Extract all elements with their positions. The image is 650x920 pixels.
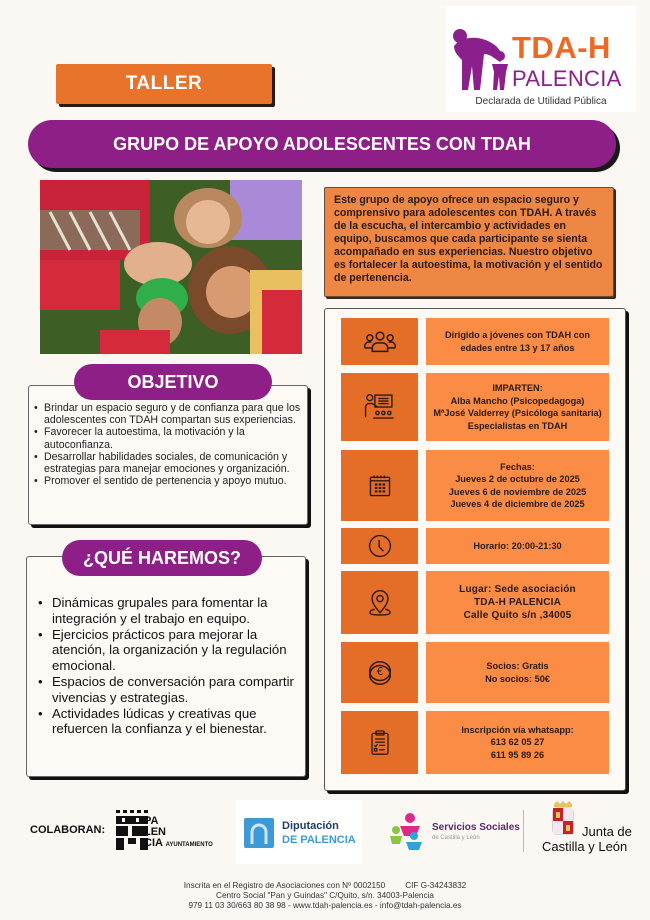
- ayuntamiento-palencia-logo: [114, 808, 224, 854]
- ayuntamiento-text: CIA: [144, 837, 163, 849]
- servicios-sociales-subtext: de Castilla y León: [432, 835, 480, 841]
- description-box: [324, 187, 614, 297]
- tdah-palencia-logo: [446, 6, 636, 112]
- colaboran-label: COLABORAN:: [30, 824, 106, 836]
- diputacion-arch-icon: [244, 818, 274, 848]
- ayuntamiento-text: LEN: [144, 826, 166, 838]
- junta-castilla-leon-logo: [540, 798, 640, 858]
- teacher-icon: [363, 390, 397, 424]
- info-line: No socios: 50€: [485, 673, 550, 684]
- taller-label: TALLER: [125, 73, 203, 94]
- info-row-registration: [341, 711, 609, 774]
- info-line: 611 95 89 26: [490, 749, 545, 760]
- haremos-heading-text: ¿QUÉ HAREMOS?: [82, 547, 241, 568]
- info-line: Dirigido a jóvenes con TDAH con: [445, 330, 590, 340]
- objetivo-list: [34, 402, 306, 487]
- info-text-cell: [426, 571, 609, 634]
- calendar-icon: [367, 473, 393, 499]
- info-line: TDA-H PALENCIA: [473, 597, 562, 608]
- list-item: • Desarrollar habilidades sociales, de comunicación y estrategias para manejar emociones y organización.: [34, 451, 306, 475]
- info-line: Jueves 6 de noviembre de 2025: [448, 486, 587, 497]
- objetivo-heading-text: OBJETIVO: [127, 371, 219, 392]
- diputacion-text: Diputación: [282, 820, 339, 832]
- haremos-list: [38, 595, 304, 737]
- ayuntamiento-subtext: AYUNTAMIENTO: [165, 842, 213, 848]
- info-icon-cell: [341, 318, 418, 365]
- footer-address: Centro Social "Pan y Guindas" C/Quito, s/n. 34003-Palencia: [216, 891, 434, 900]
- info-text-cell: [426, 642, 609, 703]
- info-line: Jueves 4 de diciembre de 2025: [450, 499, 585, 509]
- objetivo-heading: [74, 364, 272, 400]
- info-line: Socios: Gratis: [486, 661, 549, 671]
- page-title-text: GRUPO DE APOYO ADOLESCENTES CON TDAH: [113, 133, 531, 154]
- page-title: [28, 120, 616, 168]
- info-line: Especialistas en TDAH: [467, 420, 568, 431]
- info-row-dates: [341, 450, 609, 521]
- list-item: • Brindar un espacio seguro y de confianza para que los adolescentes con TDAH compartan sus experiencias.: [34, 402, 306, 426]
- info-icon-cell: [341, 711, 418, 774]
- logo-tagline: Declarada de Utilidad Pública: [475, 96, 607, 107]
- description-text: Este grupo de apoyo ofrece un espacio seguro y comprensivo para adolescentes con TDAH. A través de la escucha, el intercambio y actividades en equipo, buscamos que cada participante se sienta acompañado en sus experiencias. Nuestro objetivo es fortalecer la autoestima, la motivación y el sentido de pertenencia.: [334, 194, 603, 284]
- info-row-price: [341, 642, 609, 703]
- info-row-audience: [341, 318, 609, 365]
- info-line: IMPARTEN:: [492, 383, 543, 393]
- footer-registry: Inscrita en el Registro de Asociaciones con Nº 0002150: [183, 881, 386, 890]
- footer: [0, 881, 650, 911]
- info-icon-cell: [341, 528, 418, 564]
- sponsor-divider: [523, 810, 524, 852]
- list-item: • Ejercicios prácticos para mejorar la atención, la organización y la regulación emocional.: [38, 627, 304, 674]
- info-text-cell: [426, 711, 609, 774]
- info-line: Calle Quito s/n ,34005: [463, 610, 572, 621]
- family-figure-icon: [450, 24, 512, 94]
- location-pin-icon: [366, 588, 394, 618]
- junta-subtext: Castilla y León: [542, 839, 628, 854]
- servicios-sociales-logo: [388, 806, 520, 856]
- info-icon-cell: [341, 373, 418, 441]
- info-row-location: [341, 571, 609, 634]
- info-text-cell: [426, 528, 609, 564]
- info-text-cell: [426, 373, 609, 441]
- diputacion-subtext: DE PALENCIA: [282, 834, 356, 846]
- footer-cif: CIF G-34243832: [405, 881, 467, 890]
- ayuntamiento-text: PA: [144, 815, 159, 827]
- list-item: • Espacios de conversación para compartir vivencias y estrategias.: [38, 674, 304, 706]
- info-line: Alba Mancho (Psicopedagoga): [450, 395, 585, 406]
- junta-text: Junta de: [582, 824, 632, 839]
- castilla-leon-shield-icon: [550, 800, 576, 836]
- info-line: Inscripción vía whatsapp:: [461, 724, 574, 735]
- logo-subtitle: PALENCIA: [512, 66, 622, 91]
- euro-coin-icon: [366, 659, 394, 687]
- info-line: Horario: 20:00-21:30: [473, 540, 562, 551]
- info-line: Jueves 2 de octubre de 2025: [455, 474, 580, 484]
- info-line: MªJosé Valderrey (Psicóloga sanitaria): [433, 408, 602, 418]
- info-row-schedule: [341, 528, 609, 564]
- group-icon: [363, 325, 397, 359]
- diputacion-palencia-logo: [236, 800, 362, 864]
- servicios-sociales-figures-icon: [388, 810, 430, 852]
- taller-badge: [56, 64, 272, 104]
- clock-icon: [367, 533, 393, 559]
- list-item: • Actividades lúdicas y creativas que refuercen la confianza y el bienestar.: [38, 706, 304, 738]
- servicios-sociales-text: Servicios Sociales: [432, 822, 520, 833]
- list-item: • Promover el sentido de pertenencia y apoyo mutuo.: [34, 475, 306, 487]
- info-line: edades entre 13 y 17 años: [460, 342, 575, 353]
- info-line: 613 62 05 27: [490, 737, 545, 748]
- info-line: Lugar: Sede asociación: [459, 584, 576, 595]
- info-panel: [324, 308, 626, 791]
- clipboard-icon: [368, 728, 392, 758]
- haremos-heading: [62, 540, 262, 576]
- info-row-instructors: [341, 373, 609, 441]
- teens-photo-illustration: [40, 180, 302, 354]
- list-item: • Favorecer la autoestima, la motivación y la autoconfianza.: [34, 426, 306, 450]
- info-line: Fechas:: [500, 461, 535, 472]
- svg-text:€: €: [376, 665, 383, 678]
- list-item: • Dinámicas grupales para fomentar la integración y el trabajo en equipo.: [38, 595, 304, 627]
- info-text-cell: [426, 318, 609, 365]
- logo-title: TDA-H: [512, 30, 611, 65]
- info-text-cell: [426, 450, 609, 521]
- info-icon-cell: [341, 571, 418, 634]
- teens-photo: [40, 180, 302, 354]
- info-icon-cell: [341, 450, 418, 521]
- info-icon-cell: [341, 642, 418, 703]
- footer-contact: 979 11 03 30/663 80 38 98 - www.tdah-palencia.es - info@tdah-palencia.es: [188, 901, 462, 910]
